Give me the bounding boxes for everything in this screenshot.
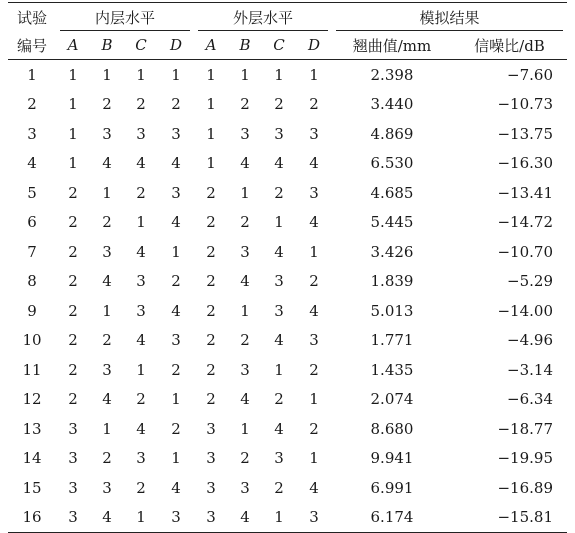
header-row-factors: [8, 31, 567, 60]
simulation-results-table: [8, 2, 567, 533]
outer-factor-b: B: [228, 31, 262, 60]
outer-level-cell: 4: [240, 272, 250, 291]
inner-level-cell: 4: [171, 301, 181, 320]
outer-level-cell: 1: [274, 360, 284, 379]
inner-level-cell: 4: [102, 508, 112, 527]
warp-value-cell: 2.398: [370, 65, 414, 84]
table-row: [8, 60, 567, 90]
inner-level-cell: 4: [102, 390, 112, 409]
inner-level-cell: 1: [102, 301, 112, 320]
snr-value-cell: −19.95: [497, 449, 553, 468]
trial-header-line2: 编号: [8, 31, 56, 60]
outer-level-cell: 3: [274, 449, 284, 468]
table-row: [8, 385, 567, 415]
outer-level-cell: 2: [240, 331, 250, 350]
table-row: [8, 355, 567, 385]
inner-level-cell: 3: [102, 124, 112, 143]
snr-header: 信噪比/dB: [452, 31, 567, 60]
outer-level-cell: 2: [309, 419, 319, 438]
inner-level-header: 内层水平: [56, 3, 194, 32]
inner-level-cell: 3: [136, 449, 146, 468]
inner-level-cell: 1: [102, 65, 112, 84]
trial-id-cell: 3: [27, 124, 37, 143]
inner-level-cell: 1: [136, 65, 146, 84]
warp-value-cell: 5.013: [370, 301, 414, 320]
snr-value-cell: −18.77: [497, 419, 553, 438]
snr-value-cell: −3.14: [507, 360, 553, 379]
warp-value-cell: 5.445: [370, 213, 414, 232]
outer-level-cell: 2: [206, 213, 216, 232]
warp-value-cell: 6.991: [370, 478, 414, 497]
inner-factor-b: B: [90, 31, 124, 60]
inner-factor-c: C: [124, 31, 158, 60]
inner-level-cell: 4: [136, 242, 146, 261]
table-row: [8, 149, 567, 179]
inner-level-cell: 1: [136, 508, 146, 527]
outer-level-cell: 1: [206, 154, 216, 173]
inner-level-cell: 2: [68, 272, 78, 291]
snr-value-cell: −7.60: [507, 65, 553, 84]
table-row: [8, 178, 567, 208]
inner-level-cell: 2: [68, 213, 78, 232]
outer-level-cell: 2: [309, 272, 319, 291]
warp-value-cell: 1.435: [370, 360, 414, 379]
outer-factor-d: D: [296, 31, 332, 60]
outer-level-cell: 1: [240, 301, 250, 320]
inner-level-cell: 2: [102, 331, 112, 350]
inner-level-cell: 3: [171, 508, 181, 527]
outer-level-cell: 4: [240, 390, 250, 409]
trial-id-cell: 14: [22, 449, 42, 468]
warp-value-cell: 8.680: [370, 419, 414, 438]
inner-level-cell: 4: [136, 419, 146, 438]
snr-value-cell: −10.73: [497, 95, 553, 114]
inner-level-cell: 2: [171, 272, 181, 291]
inner-level-cell: 2: [171, 95, 181, 114]
warp-value-cell: 9.941: [370, 449, 414, 468]
trial-header-line1: 试验: [16, 8, 47, 27]
outer-level-cell: 3: [309, 508, 319, 527]
table-row: [8, 414, 567, 444]
outer-level-cell: 1: [309, 390, 319, 409]
outer-level-cell: 4: [309, 213, 319, 232]
outer-level-cell: 1: [309, 449, 319, 468]
inner-level-cell: 2: [136, 390, 146, 409]
inner-level-cell: 4: [171, 478, 181, 497]
snr-value-cell: −15.81: [497, 508, 553, 527]
snr-value-cell: −16.89: [497, 478, 553, 497]
inner-level-cell: 2: [171, 419, 181, 438]
outer-level-cell: 2: [206, 301, 216, 320]
inner-level-cell: 3: [171, 124, 181, 143]
inner-level-cell: 3: [171, 331, 181, 350]
inner-level-cell: 1: [136, 360, 146, 379]
outer-level-cell: 3: [206, 478, 216, 497]
outer-level-cell: 1: [206, 95, 216, 114]
inner-level-cell: 2: [171, 360, 181, 379]
inner-level-cell: 2: [68, 390, 78, 409]
trial-id-cell: 9: [27, 301, 37, 320]
outer-level-cell: 4: [274, 154, 284, 173]
warp-header: 翘曲值/mm: [332, 31, 452, 60]
outer-level-cell: 2: [309, 95, 319, 114]
outer-level-cell: 3: [274, 124, 284, 143]
outer-level-cell: 3: [240, 242, 250, 261]
outer-level-cell: 2: [240, 449, 250, 468]
outer-level-cell: 4: [309, 154, 319, 173]
snr-value-cell: −13.41: [497, 183, 553, 202]
outer-level-cell: 2: [240, 95, 250, 114]
inner-level-cell: 3: [68, 478, 78, 497]
inner-level-cell: 3: [102, 478, 112, 497]
outer-level-cell: 4: [240, 508, 250, 527]
inner-level-cell: 2: [68, 360, 78, 379]
trial-id-cell: 10: [22, 331, 42, 350]
warp-value-cell: 1.839: [370, 272, 414, 291]
inner-factor-d: D: [158, 31, 194, 60]
snr-value-cell: −14.72: [497, 213, 553, 232]
outer-level-cell: 4: [309, 301, 319, 320]
inner-level-cell: 1: [68, 154, 78, 173]
outer-level-cell: 2: [206, 360, 216, 379]
warp-value-cell: 6.174: [370, 508, 414, 527]
outer-level-cell: 1: [206, 65, 216, 84]
outer-level-cell: 2: [206, 390, 216, 409]
table-row: [8, 326, 567, 356]
inner-level-cell: 1: [171, 390, 181, 409]
outer-level-cell: 2: [206, 331, 216, 350]
outer-factor-a: A: [194, 31, 228, 60]
outer-level-cell: 3: [206, 449, 216, 468]
trial-id-cell: 8: [27, 272, 37, 291]
table-row: [8, 473, 567, 503]
outer-level-cell: 1: [309, 242, 319, 261]
inner-level-cell: 1: [68, 124, 78, 143]
snr-value-cell: −13.75: [497, 124, 553, 143]
warp-value-cell: 6.530: [370, 154, 414, 173]
outer-level-cell: 4: [309, 478, 319, 497]
outer-level-cell: 2: [206, 272, 216, 291]
outer-level-cell: 3: [240, 478, 250, 497]
inner-level-cell: 1: [68, 95, 78, 114]
snr-value-cell: −6.34: [507, 390, 553, 409]
outer-level-cell: 2: [309, 360, 319, 379]
outer-level-cell: 2: [274, 183, 284, 202]
inner-level-cell: 2: [102, 449, 112, 468]
outer-level-header: 外层水平: [194, 3, 332, 32]
outer-level-cell: 3: [309, 124, 319, 143]
outer-level-cell: 2: [240, 213, 250, 232]
inner-level-cell: 1: [171, 242, 181, 261]
table-row: [8, 296, 567, 326]
snr-value-cell: −16.30: [497, 154, 553, 173]
inner-level-cell: 2: [136, 95, 146, 114]
outer-level-cell: 4: [274, 331, 284, 350]
inner-level-cell: 2: [136, 478, 146, 497]
inner-level-cell: 3: [136, 272, 146, 291]
trial-id-cell: 5: [27, 183, 37, 202]
trial-id-cell: 12: [22, 390, 42, 409]
inner-level-cell: 2: [102, 213, 112, 232]
inner-level-cell: 3: [68, 508, 78, 527]
warp-value-cell: 3.426: [370, 242, 414, 261]
inner-level-cell: 4: [171, 213, 181, 232]
table-row: [8, 237, 567, 267]
trial-id-cell: 1: [27, 65, 37, 84]
warp-value-cell: 4.869: [370, 124, 414, 143]
outer-level-cell: 3: [240, 360, 250, 379]
result-header: 模拟结果: [332, 3, 567, 32]
trial-id-cell: 15: [22, 478, 42, 497]
snr-value-cell: −4.96: [507, 331, 553, 350]
outer-level-cell: 1: [240, 183, 250, 202]
outer-level-cell: 1: [274, 508, 284, 527]
inner-level-cell: 2: [102, 95, 112, 114]
trial-id-cell: 7: [27, 242, 37, 261]
outer-level-cell: 1: [240, 65, 250, 84]
inner-level-cell: 1: [136, 213, 146, 232]
outer-level-cell: 2: [274, 95, 284, 114]
inner-level-cell: 3: [136, 124, 146, 143]
trial-id-cell: 13: [22, 419, 42, 438]
outer-level-cell: 2: [206, 183, 216, 202]
inner-level-cell: 1: [68, 65, 78, 84]
outer-level-cell: 4: [274, 242, 284, 261]
inner-level-cell: 4: [102, 154, 112, 173]
trial-id-cell: 4: [27, 154, 37, 173]
outer-level-cell: 3: [206, 508, 216, 527]
inner-level-cell: 4: [102, 272, 112, 291]
inner-level-cell: 1: [171, 449, 181, 468]
inner-level-cell: 1: [171, 65, 181, 84]
inner-level-cell: 1: [102, 419, 112, 438]
inner-level-cell: 3: [102, 360, 112, 379]
warp-value-cell: 1.771: [370, 331, 414, 350]
outer-level-cell: 1: [274, 213, 284, 232]
trial-id-cell: 11: [22, 360, 42, 379]
snr-value-cell: −10.70: [497, 242, 553, 261]
trial-id-cell: 16: [22, 508, 42, 527]
table-row: [8, 119, 567, 149]
outer-level-cell: 3: [206, 419, 216, 438]
inner-level-cell: 2: [68, 183, 78, 202]
trial-id-cell: 2: [27, 95, 37, 114]
outer-level-cell: 2: [274, 478, 284, 497]
outer-level-cell: 2: [274, 390, 284, 409]
warp-value-cell: 3.440: [370, 95, 414, 114]
inner-factor-a: A: [56, 31, 90, 60]
inner-level-cell: 4: [136, 331, 146, 350]
table-row: [8, 444, 567, 474]
outer-level-cell: 4: [274, 419, 284, 438]
outer-level-cell: 4: [240, 154, 250, 173]
outer-level-cell: 3: [309, 331, 319, 350]
inner-level-cell: 3: [102, 242, 112, 261]
table-row: [8, 90, 567, 120]
inner-level-cell: 2: [68, 242, 78, 261]
inner-level-cell: 4: [171, 154, 181, 173]
outer-level-cell: 2: [206, 242, 216, 261]
table-row: [8, 267, 567, 297]
inner-level-cell: 3: [136, 301, 146, 320]
outer-level-cell: 1: [309, 65, 319, 84]
table-row: [8, 503, 567, 533]
outer-factor-c: C: [262, 31, 296, 60]
header-row-groups: [8, 3, 567, 32]
outer-level-cell: 3: [274, 301, 284, 320]
outer-level-cell: 1: [240, 419, 250, 438]
snr-value-cell: −5.29: [507, 272, 553, 291]
warp-value-cell: 4.685: [370, 183, 414, 202]
outer-level-cell: 3: [240, 124, 250, 143]
trial-id-cell: 6: [27, 213, 37, 232]
table-row: [8, 208, 567, 238]
warp-value-cell: 2.074: [370, 390, 414, 409]
inner-level-cell: 2: [68, 331, 78, 350]
outer-level-cell: 3: [274, 272, 284, 291]
inner-level-cell: 2: [136, 183, 146, 202]
inner-level-cell: 3: [68, 449, 78, 468]
inner-level-cell: 2: [68, 301, 78, 320]
inner-level-cell: 3: [68, 419, 78, 438]
outer-level-cell: 1: [274, 65, 284, 84]
outer-level-cell: 1: [206, 124, 216, 143]
inner-level-cell: 4: [136, 154, 146, 173]
snr-value-cell: −14.00: [497, 301, 553, 320]
outer-level-cell: 3: [309, 183, 319, 202]
inner-level-cell: 1: [102, 183, 112, 202]
table-body: [8, 60, 567, 533]
inner-level-cell: 3: [171, 183, 181, 202]
